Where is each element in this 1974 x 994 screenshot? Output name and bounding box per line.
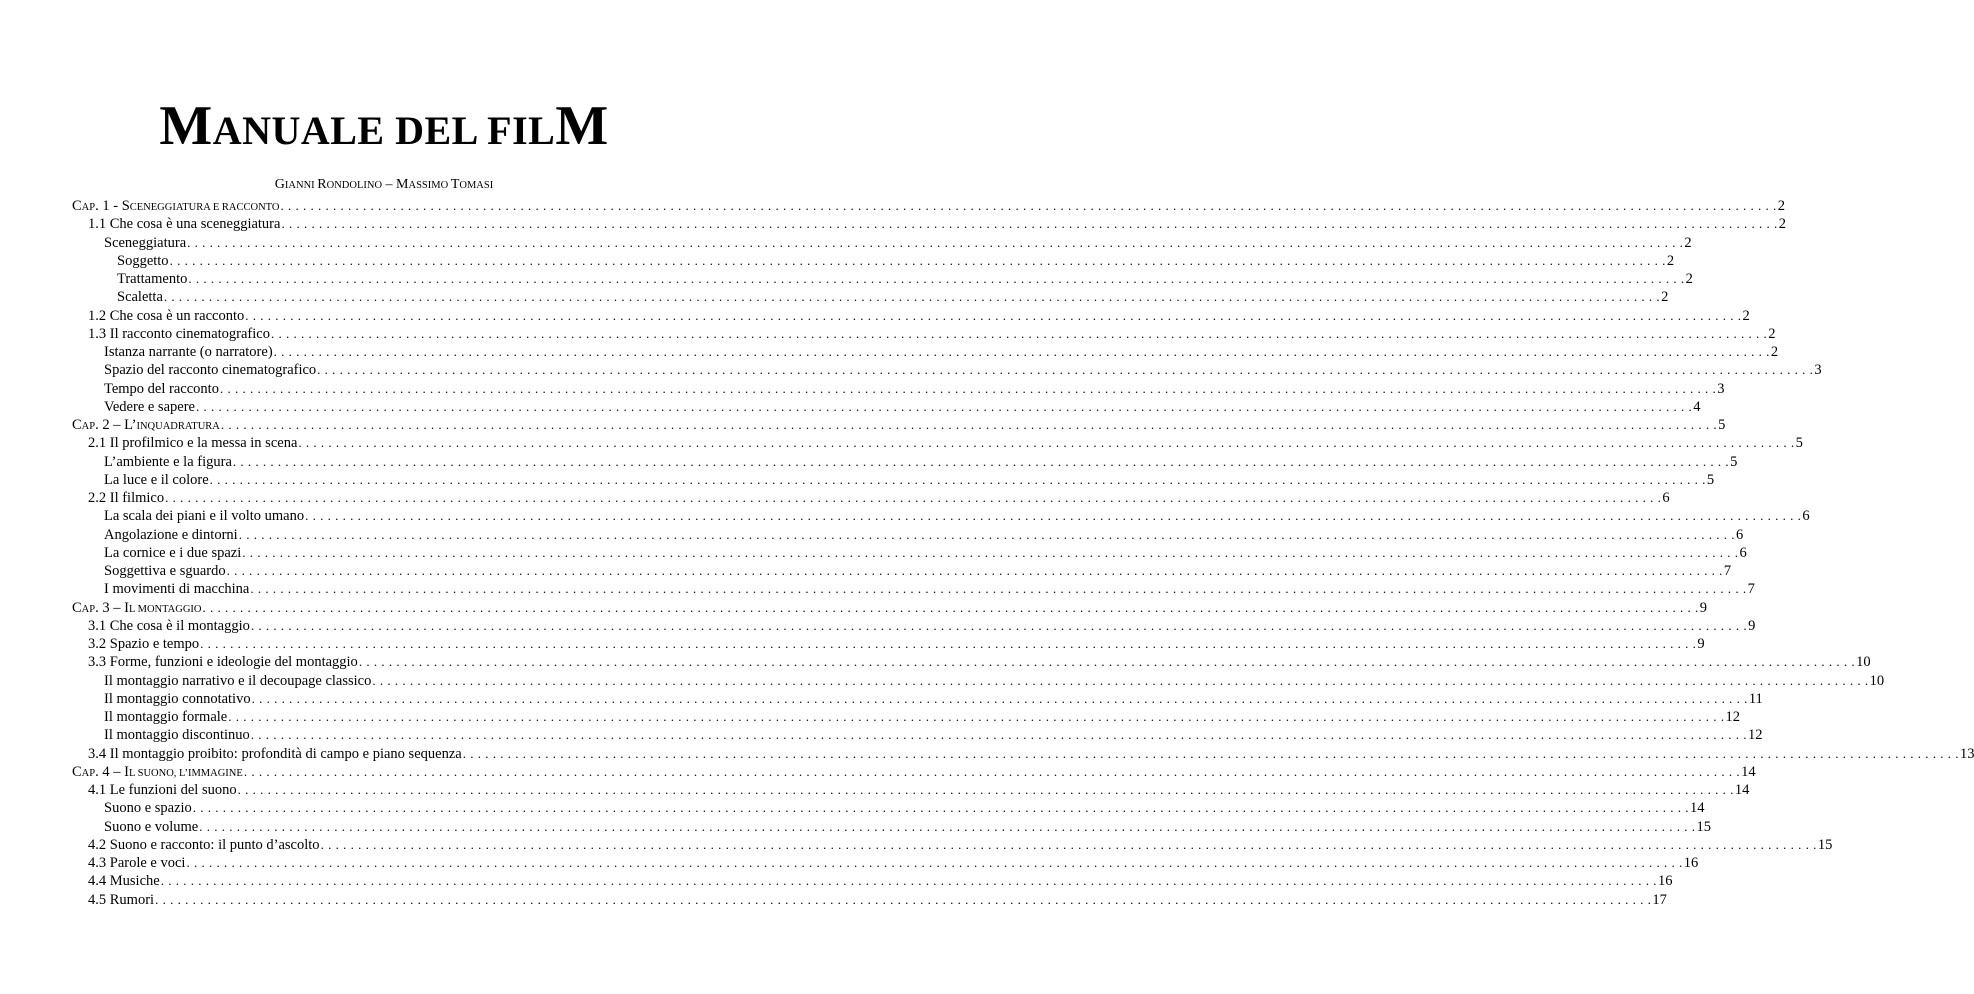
dot-leader: . . . . . . . . . . . . . . . . . . . . . . . . . . . . . . . . . . . . . . . . . . . . . . . . . . . . . . . . . . . . . . . . . . . . . . . . . . . . . . . . . . . . . . . . . . . . . . . . . . . . . . . . . . . . . . . . . . . . . . . . . . . . . . . . . . . . . . . . . . . . . . . . . . . . . . . . . . . . . . . . . . . . . . . . . . . . . . . . . . . . . . . . . . . . . . . . . . . . . . . .	[372, 672, 1869, 688]
toc-page-number: 9	[1699, 599, 1708, 616]
toc-page-number: 2	[1770, 344, 1779, 360]
toc-entry[interactable]	[72, 270, 1693, 288]
dot-leader: . . . . . . . . . . . . . . . . . . . . . . . . . . . . . . . . . . . . . . . . . . . . . . . . . . . . . . . . . . . . . . . . . . . . . . . . . . . . . . . . . . . . . . . . . . . . . . . . . . . . . . . . . . . . . . . . . . . . . . . . . . . . . . . . . . . . . . . . . . . . . . . . . . . . . . . . . . . . . . . . . . . . . . . . . . . . . . . . . . . . . . . . . . . . . . . . . . . . . . . .	[280, 198, 1777, 213]
toc-entry[interactable]	[72, 544, 1747, 562]
toc-entry[interactable]	[72, 215, 1786, 233]
dot-leader: . . . . . . . . . . . . . . . . . . . . . . . . . . . . . . . . . . . . . . . . . . . . . . . . . . . . . . . . . . . . . . . . . . . . . . . . . . . . . . . . . . . . . . . . . . . . . . . . . . . . . . . . . . . . . . . . . . . . . . . . . . . . . . . . . . . . . . . . . . . . . . . . . . . . . . . . . . . . . . . . . . . . . . . . . . . . . . . . . . . . . . . . . . . . . . . . . . . . . . . .	[320, 836, 1817, 852]
toc-page-number: 17	[1652, 891, 1667, 908]
table-of-contents	[72, 197, 1974, 909]
dot-leader: . . . . . . . . . . . . . . . . . . . . . . . . . . . . . . . . . . . . . . . . . . . . . . . . . . . . . . . . . . . . . . . . . . . . . . . . . . . . . . . . . . . . . . . . . . . . . . . . . . . . . . . . . . . . . . . . . . . . . . . . . . . . . . . . . . . . . . . . . . . . . . . . . . . . . . . . . . . . . . . . . . . . . . . . . . . . . . . . . . . . . . . . . . . . . . . . . . . . . . . .	[186, 855, 1683, 870]
chapter-title-part: INQUADRATURA	[136, 421, 220, 432]
dot-leader: . . . . . . . . . . . . . . . . . . . . . . . . . . . . . . . . . . . . . . . . . . . . . . . . . . . . . . . . . . . . . . . . . . . . . . . . . . . . . . . . . . . . . . . . . . . . . . . . . . . . . . . . . . . . . . . . . . . . . . . . . . . . . . . . . . . . . . . . . . . . . . . . . . . . . . . . . . . . . . . . . . . . . . . . . . . . . . . . . . . . . . . . . . . . . . . . . . . . . . . .	[209, 471, 1706, 487]
toc-entry[interactable]	[72, 416, 1726, 434]
chapter-title-part: . 3 – I	[95, 599, 129, 616]
toc-entry[interactable]	[72, 726, 1763, 744]
toc-page-number: 14	[1741, 763, 1756, 780]
toc-entry[interactable]	[72, 507, 1810, 525]
chapter-title-part: AP	[81, 202, 96, 213]
toc-entry[interactable]	[72, 471, 1715, 489]
toc-entry[interactable]	[72, 781, 1750, 799]
toc-entry[interactable]	[72, 891, 1667, 909]
toc-page-number: 6	[1735, 526, 1744, 543]
toc-section-title: Tempo del racconto	[104, 380, 219, 397]
dot-leader: . . . . . . . . . . . . . . . . . . . . . . . . . . . . . . . . . . . . . . . . . . . . . . . . . . . . . . . . . . . . . . . . . . . . . . . . . . . . . . . . . . . . . . . . . . . . . . . . . . . . . . . . . . . . . . . . . . . . . . . . . . . . . . . . . . . . . . . . . . . . . . . . . . . . . . . . . . . . . . . . . . . . . . . . . . . . . . . . . . . . . . . . . . . . . . . . . . . . . . . .	[251, 690, 1748, 706]
toc-section-title: Sceneggiatura	[104, 234, 187, 251]
chapter-title-part: L SUONO, L’IMMAGINE	[128, 767, 243, 779]
dot-leader: . . . . . . . . . . . . . . . . . . . . . . . . . . . . . . . . . . . . . . . . . . . . . . . . . . . . . . . . . . . . . . . . . . . . . . . . . . . . . . . . . . . . . . . . . . . . . . . . . . . . . . . . . . . . . . . . . . . . . . . . . . . . . . . . . . . . . . . . . . . . . . . . . . . . . . . . . . . . . . . . . . . . . . . . . . . . . . . . . . . . . . . . . . . . . . . . . . . . . . . .	[155, 891, 1652, 907]
toc-page-number: 7	[1747, 581, 1755, 598]
toc-section-title: 3.2 Spazio e tempo	[88, 636, 200, 652]
author1-first-name: IANNI	[284, 180, 318, 191]
toc-entry[interactable]	[72, 836, 1833, 854]
author2-surname-initial: T	[450, 177, 460, 192]
toc-entry[interactable]	[72, 745, 1974, 763]
toc-section-title: 2.2 Il filmico	[88, 490, 165, 506]
toc-entry[interactable]	[72, 562, 1732, 580]
dot-leader: . . . . . . . . . . . . . . . . . . . . . . . . . . . . . . . . . . . . . . . . . . . . . . . . . . . . . . . . . . . . . . . . . . . . . . . . . . . . . . . . . . . . . . . . . . . . . . . . . . . . . . . . . . . . . . . . . . . . . . . . . . . . . . . . . . . . . . . . . . . . . . . . . . . . . . . . . . . . . . . . . . . . . . . . . . . . . . . . . . . . . . . . . . . . . . . . . . . . . . . .	[226, 563, 1723, 578]
toc-page-number: 6	[1739, 544, 1747, 561]
toc-entry[interactable]	[72, 197, 1785, 215]
toc-section-title: 1.1 Che cosa è una sceneggiatura	[88, 216, 281, 233]
dot-leader: . . . . . . . . . . . . . . . . . . . . . . . . . . . . . . . . . . . . . . . . . . . . . . . . . . . . . . . . . . . . . . . . . . . . . . . . . . . . . . . . . . . . . . . . . . . . . . . . . . . . . . . . . . . . . . . . . . . . . . . . . . . . . . . . . . . . . . . . . . . . . . . . . . . . . . . . . . . . . . . . . . . . . . . . . . . . . . . . . . . . . . . . . . . . . . . . . . . . . . . .	[188, 271, 1685, 286]
dot-leader: . . . . . . . . . . . . . . . . . . . . . . . . . . . . . . . . . . . . . . . . . . . . . . . . . . . . . . . . . . . . . . . . . . . . . . . . . . . . . . . . . . . . . . . . . . . . . . . . . . . . . . . . . . . . . . . . . . . . . . . . . . . . . . . . . . . . . . . . . . . . . . . . . . . . . . . . . . . . . . . . . . . . . . . . . . . . . . . . . . . . . . . . . . . . . . . . . . . . . . . .	[243, 763, 1741, 779]
dot-leader: . . . . . . . . . . . . . . . . . . . . . . . . . . . . . . . . . . . . . . . . . . . . . . . . . . . . . . . . . . . . . . . . . . . . . . . . . . . . . . . . . . . . . . . . . . . . . . . . . . . . . . . . . . . . . . . . . . . . . . . . . . . . . . . . . . . . . . . . . . . . . . . . . . . . . . . . . . . . . . . . . . . . . . . . . . . . . . . . . . . . . . . . . . . . . . . . . . . . . . . .	[250, 727, 1748, 743]
toc-section-title: Istanza narrante (o narratore)	[104, 344, 273, 360]
title-initial: M	[159, 95, 213, 157]
toc-page-number: 2	[1684, 234, 1692, 251]
dot-leader: . . . . . . . . . . . . . . . . . . . . . . . . . . . . . . . . . . . . . . . . . . . . . . . . . . . . . . . . . . . . . . . . . . . . . . . . . . . . . . . . . . . . . . . . . . . . . . . . . . . . . . . . . . . . . . . . . . . . . . . . . . . . . . . . . . . . . . . . . . . . . . . . . . . . . . . . . . . . . . . . . . . . . . . . . . . . . . . . . . . . . . . . . . . . . . . . . . . . . . . .	[228, 709, 1725, 724]
toc-section-title: 3.1 Che cosa è il montaggio	[88, 617, 250, 634]
toc-entry[interactable]	[72, 690, 1763, 708]
toc-page-number: 5	[1730, 453, 1738, 470]
toc-section-title: Soggettiva e sguardo	[104, 563, 226, 579]
dot-leader: . . . . . . . . . . . . . . . . . . . . . . . . . . . . . . . . . . . . . . . . . . . . . . . . . . . . . . . . . . . . . . . . . . . . . . . . . . . . . . . . . . . . . . . . . . . . . . . . . . . . . . . . . . . . . . . . . . . . . . . . . . . . . . . . . . . . . . . . . . . . . . . . . . . . . . . . . . . . . . . . . . . . . . . . . . . . . . . . . . . . . . . . . . . . . . . . . . . . . . . .	[237, 782, 1734, 797]
dot-leader: . . . . . . . . . . . . . . . . . . . . . . . . . . . . . . . . . . . . . . . . . . . . . . . . . . . . . . . . . . . . . . . . . . . . . . . . . . . . . . . . . . . . . . . . . . . . . . . . . . . . . . . . . . . . . . . . . . . . . . . . . . . . . . . . . . . . . . . . . . . . . . . . . . . . . . . . . . . . . . . . . . . . . . . . . . . . . . . . . . . . . . . . . . . . . . . . . . . . . . . .	[232, 453, 1730, 469]
chapter-title-part: AP	[81, 767, 96, 779]
toc-entry[interactable]	[72, 818, 1711, 836]
document-title	[0, 95, 768, 157]
toc-page-number: 2	[1778, 216, 1786, 233]
toc-section-title: Suono e spazio	[104, 800, 192, 817]
chapter-title-part: AP	[81, 603, 96, 615]
toc-page-number: 2	[1742, 307, 1750, 324]
toc-entry[interactable]	[72, 307, 1750, 325]
toc-section-title: 4.4 Musiche	[88, 873, 160, 890]
toc-page-number: 5	[1706, 471, 1715, 488]
toc-section-title: La luce e il colore	[104, 471, 209, 488]
toc-page-number: 2	[1768, 325, 1776, 342]
toc-entry[interactable]	[72, 234, 1692, 252]
toc-page-number: 5	[1795, 435, 1803, 452]
toc-entry[interactable]	[72, 617, 1756, 635]
author1-surname: ONDOLINO	[326, 180, 383, 191]
dot-leader: . . . . . . . . . . . . . . . . . . . . . . . . . . . . . . . . . . . . . . . . . . . . . . . . . . . . . . . . . . . . . . . . . . . . . . . . . . . . . . . . . . . . . . . . . . . . . . . . . . . . . . . . . . . . . . . . . . . . . . . . . . . . . . . . . . . . . . . . . . . . . . . . . . . . . . . . . . . . . . . . . . . . . . . . . . . . . . . . . . . . . . . . . . . . . . . . . . . . . . . .	[219, 380, 1717, 396]
authors-separator: –	[382, 177, 397, 192]
author2-first-name: ASSIMO	[408, 180, 451, 191]
toc-page-number: 14	[1734, 782, 1750, 798]
chapter-title-part: . 4 – I	[95, 763, 129, 780]
dot-leader: . . . . . . . . . . . . . . . . . . . . . . . . . . . . . . . . . . . . . . . . . . . . . . . . . . . . . . . . . . . . . . . . . . . . . . . . . . . . . . . . . . . . . . . . . . . . . . . . . . . . . . . . . . . . . . . . . . . . . . . . . . . . . . . . . . . . . . . . . . . . . . . . . . . . . . . . . . . . . . . . . . . . . . . . . . . . . . . . . . . . . . . . . . . . . . . . . . . . . . . .	[462, 745, 1959, 761]
dot-leader: . . . . . . . . . . . . . . . . . . . . . . . . . . . . . . . . . . . . . . . . . . . . . . . . . . . . . . . . . . . . . . . . . . . . . . . . . . . . . . . . . . . . . . . . . . . . . . . . . . . . . . . . . . . . . . . . . . . . . . . . . . . . . . . . . . . . . . . . . . . . . . . . . . . . . . . . . . . . . . . . . . . . . . . . . . . . . . . . . . . . . . . . . . . . . . . . . . . . . . . .	[250, 617, 1748, 633]
toc-page-number: 10	[1869, 672, 1885, 689]
chapter-title-part: C	[72, 763, 82, 780]
chapter-title-part: CENEGGIATURA E RACCONTO	[129, 202, 280, 213]
toc-page-number: 5	[1718, 417, 1726, 433]
chapter-title-part: . 1 - S	[95, 198, 130, 214]
toc-page-number: 13	[1959, 745, 1974, 762]
title-middle: ANUALE DEL FIL	[212, 108, 556, 153]
toc-entry[interactable]	[72, 380, 1725, 398]
toc-entry[interactable]	[72, 635, 1705, 653]
dot-leader: . . . . . . . . . . . . . . . . . . . . . . . . . . . . . . . . . . . . . . . . . . . . . . . . . . . . . . . . . . . . . . . . . . . . . . . . . . . . . . . . . . . . . . . . . . . . . . . . . . . . . . . . . . . . . . . . . . . . . . . . . . . . . . . . . . . . . . . . . . . . . . . . . . . . . . . . . . . . . . . . . . . . . . . . . . . . . . . . . . . . . . . . . . . . . . . . . . . . . . . .	[317, 362, 1814, 378]
chapter-title-part: . 2 – L’	[95, 417, 137, 433]
toc-section-title: 4.5 Rumori	[88, 891, 155, 908]
dot-leader: . . . . . . . . . . . . . . . . . . . . . . . . . . . . . . . . . . . . . . . . . . . . . . . . . . . . . . . . . . . . . . . . . . . . . . . . . . . . . . . . . . . . . . . . . . . . . . . . . . . . . . . . . . . . . . . . . . . . . . . . . . . . . . . . . . . . . . . . . . . . . . . . . . . . . . . . . . . . . . . . . . . . . . . . . . . . . . . . . . . . . . . . . . . . . . . . . . . . . . . .	[192, 800, 1690, 816]
toc-section-title: 2.1 Il profilmico e la messa in scena	[88, 435, 298, 452]
chapter-title-part: C	[72, 599, 82, 616]
chapter-title-part: AP	[81, 421, 96, 432]
toc-entry[interactable]	[72, 343, 1779, 361]
toc-entry[interactable]	[72, 653, 1871, 671]
toc-entry[interactable]	[72, 398, 1701, 416]
toc-page-number: 11	[1748, 690, 1763, 707]
toc-page-number: 12	[1748, 727, 1763, 744]
toc-entry[interactable]	[72, 325, 1776, 343]
toc-page-number: 4	[1693, 398, 1701, 415]
dot-leader: . . . . . . . . . . . . . . . . . . . . . . . . . . . . . . . . . . . . . . . . . . . . . . . . . . . . . . . . . . . . . . . . . . . . . . . . . . . . . . . . . . . . . . . . . . . . . . . . . . . . . . . . . . . . . . . . . . . . . . . . . . . . . . . . . . . . . . . . . . . . . . . . . . . . . . . . . . . . . . . . . . . . . . . . . . . . . . . . . . . . . . . . . . . . . . . . . . . . . . . .	[202, 599, 1699, 615]
toc-entry[interactable]	[72, 599, 1708, 617]
toc-section-title: Angolazione e dintorni	[104, 526, 238, 543]
toc-page-number: 2	[1685, 271, 1693, 287]
toc-entry[interactable]	[72, 434, 1803, 452]
dot-leader: . . . . . . . . . . . . . . . . . . . . . . . . . . . . . . . . . . . . . . . . . . . . . . . . . . . . . . . . . . . . . . . . . . . . . . . . . . . . . . . . . . . . . . . . . . . . . . . . . . . . . . . . . . . . . . . . . . . . . . . . . . . . . . . . . . . . . . . . . . . . . . . . . . . . . . . . . . . . . . . . . . . . . . . . . . . . . . . . . . . . . . . . . . . . . . . . . . . . . . . .	[160, 873, 1657, 889]
toc-page-number: 9	[1697, 636, 1705, 652]
toc-section-title: La cornice e i due spazi	[104, 544, 242, 561]
toc-section-title: 1.3 Il racconto cinematografico	[88, 325, 270, 342]
toc-section-title: 3.4 Il montaggio proibito: profondità di campo e piano sequenza	[88, 745, 462, 762]
chapter-title-part: L MONTAGGIO	[128, 603, 202, 615]
toc-page-number: 9	[1748, 617, 1756, 634]
toc-page-number: 6	[1662, 490, 1670, 506]
chapter-title-part: C	[72, 417, 82, 433]
dot-leader: . . . . . . . . . . . . . . . . . . . . . . . . . . . . . . . . . . . . . . . . . . . . . . . . . . . . . . . . . . . . . . . . . . . . . . . . . . . . . . . . . . . . . . . . . . . . . . . . . . . . . . . . . . . . . . . . . . . . . . . . . . . . . . . . . . . . . . . . . . . . . . . . . . . . . . . . . . . . . . . . . . . . . . . . . . . . . . . . . . . . . . . . . . . . . . . . . . . . . . . .	[163, 289, 1661, 305]
chapter-title-part: C	[72, 198, 82, 214]
toc-page-number: 2	[1666, 252, 1675, 269]
toc-chapter-title	[72, 763, 243, 783]
dot-leader: . . . . . . . . . . . . . . . . . . . . . . . . . . . . . . . . . . . . . . . . . . . . . . . . . . . . . . . . . . . . . . . . . . . . . . . . . . . . . . . . . . . . . . . . . . . . . . . . . . . . . . . . . . . . . . . . . . . . . . . . . . . . . . . . . . . . . . . . . . . . . . . . . . . . . . . . . . . . . . . . . . . . . . . . . . . . . . . . . . . . . . . . . . . . . . . . . . . . . . . .	[245, 307, 1742, 323]
dot-leader: . . . . . . . . . . . . . . . . . . . . . . . . . . . . . . . . . . . . . . . . . . . . . . . . . . . . . . . . . . . . . . . . . . . . . . . . . . . . . . . . . . . . . . . . . . . . . . . . . . . . . . . . . . . . . . . . . . . . . . . . . . . . . . . . . . . . . . . . . . . . . . . . . . . . . . . . . . . . . . . . . . . . . . . . . . . . . . . . . . . . . . . . . . . . . . . . . . . . . . . .	[238, 526, 1735, 542]
toc-page-number: 2	[1777, 198, 1785, 214]
toc-page-number: 7	[1723, 563, 1732, 579]
toc-section-title: La scala dei piani e il volto umano	[104, 508, 305, 525]
dot-leader: . . . . . . . . . . . . . . . . . . . . . . . . . . . . . . . . . . . . . . . . . . . . . . . . . . . . . . . . . . . . . . . . . . . . . . . . . . . . . . . . . . . . . . . . . . . . . . . . . . . . . . . . . . . . . . . . . . . . . . . . . . . . . . . . . . . . . . . . . . . . . . . . . . . . . . . . . . . . . . . . . . . . . . . . . . . . . . . . . . . . . . . . . . . . . . . . . . . . . . . .	[358, 654, 1856, 670]
toc-entry[interactable]	[72, 526, 1744, 544]
toc-section-title: Spazio del racconto cinematografico	[104, 362, 317, 379]
dot-leader: . . . . . . . . . . . . . . . . . . . . . . . . . . . . . . . . . . . . . . . . . . . . . . . . . . . . . . . . . . . . . . . . . . . . . . . . . . . . . . . . . . . . . . . . . . . . . . . . . . . . . . . . . . . . . . . . . . . . . . . . . . . . . . . . . . . . . . . . . . . . . . . . . . . . . . . . . . . . . . . . . . . . . . . . . . . . . . . . . . . . . . . . . . . . . . . . . . . . . . . .	[187, 234, 1684, 250]
dot-leader: . . . . . . . . . . . . . . . . . . . . . . . . . . . . . . . . . . . . . . . . . . . . . . . . . . . . . . . . . . . . . . . . . . . . . . . . . . . . . . . . . . . . . . . . . . . . . . . . . . . . . . . . . . . . . . . . . . . . . . . . . . . . . . . . . . . . . . . . . . . . . . . . . . . . . . . . . . . . . . . . . . . . . . . . . . . . . . . . . . . . . . . . . . . . . . . . . . . . . . . .	[298, 435, 1795, 451]
toc-section-title: Il montaggio connotativo	[104, 690, 251, 707]
author1-surname-initial: R	[317, 177, 327, 192]
toc-section-title: Il montaggio narrativo e il decoupage classico	[104, 672, 372, 689]
toc-entry[interactable]	[72, 763, 1756, 781]
author1-initial: G	[274, 177, 285, 192]
toc-entry[interactable]	[72, 252, 1675, 270]
dot-leader: . . . . . . . . . . . . . . . . . . . . . . . . . . . . . . . . . . . . . . . . . . . . . . . . . . . . . . . . . . . . . . . . . . . . . . . . . . . . . . . . . . . . . . . . . . . . . . . . . . . . . . . . . . . . . . . . . . . . . . . . . . . . . . . . . . . . . . . . . . . . . . . . . . . . . . . . . . . . . . . . . . . . . . . . . . . . . . . . . . . . . . . . . . . . . . . . . . . . . . . .	[195, 398, 1693, 414]
toc-section-title: Suono e volume	[104, 818, 199, 835]
toc-entry[interactable]	[72, 453, 1738, 471]
toc-section-title: L’ambiente e la figura	[104, 453, 232, 470]
toc-page-number: 2	[1661, 289, 1669, 306]
toc-section-title: 4.1 Le funzioni del suono	[88, 782, 237, 798]
toc-entry[interactable]	[72, 672, 1885, 690]
toc-chapter-title	[72, 599, 202, 619]
toc-section-title: 3.3 Forme, funzioni e ideologie del montaggio	[88, 654, 358, 671]
toc-entry[interactable]	[72, 489, 1670, 507]
toc-entry[interactable]	[72, 854, 1699, 872]
toc-entry[interactable]	[72, 288, 1669, 306]
dot-leader: . . . . . . . . . . . . . . . . . . . . . . . . . . . . . . . . . . . . . . . . . . . . . . . . . . . . . . . . . . . . . . . . . . . . . . . . . . . . . . . . . . . . . . . . . . . . . . . . . . . . . . . . . . . . . . . . . . . . . . . . . . . . . . . . . . . . . . . . . . . . . . . . . . . . . . . . . . . . . . . . . . . . . . . . . . . . . . . . . . . . . . . . . . . . . . . . . . . . . . . .	[165, 490, 1662, 505]
dot-leader: . . . . . . . . . . . . . . . . . . . . . . . . . . . . . . . . . . . . . . . . . . . . . . . . . . . . . . . . . . . . . . . . . . . . . . . . . . . . . . . . . . . . . . . . . . . . . . . . . . . . . . . . . . . . . . . . . . . . . . . . . . . . . . . . . . . . . . . . . . . . . . . . . . . . . . . . . . . . . . . . . . . . . . . . . . . . . . . . . . . . . . . . . . . . . . . . . . . . . . . .	[273, 344, 1770, 359]
toc-page-number: 14	[1690, 800, 1705, 817]
dot-leader: . . . . . . . . . . . . . . . . . . . . . . . . . . . . . . . . . . . . . . . . . . . . . . . . . . . . . . . . . . . . . . . . . . . . . . . . . . . . . . . . . . . . . . . . . . . . . . . . . . . . . . . . . . . . . . . . . . . . . . . . . . . . . . . . . . . . . . . . . . . . . . . . . . . . . . . . . . . . . . . . . . . . . . . . . . . . . . . . . . . . . . . . . . . . . . . . . . . . . . . .	[250, 581, 1747, 597]
author2-surname: OMASI	[459, 180, 494, 191]
toc-section-title: Il montaggio discontinuo	[104, 727, 250, 744]
toc-page-number: 16	[1657, 873, 1673, 890]
toc-section-title: 1.2 Che cosa è un racconto	[88, 307, 245, 324]
dot-leader: . . . . . . . . . . . . . . . . . . . . . . . . . . . . . . . . . . . . . . . . . . . . . . . . . . . . . . . . . . . . . . . . . . . . . . . . . . . . . . . . . . . . . . . . . . . . . . . . . . . . . . . . . . . . . . . . . . . . . . . . . . . . . . . . . . . . . . . . . . . . . . . . . . . . . . . . . . . . . . . . . . . . . . . . . . . . . . . . . . . . . . . . . . . . . . . . . . . . . . . .	[242, 544, 1739, 560]
dot-leader: . . . . . . . . . . . . . . . . . . . . . . . . . . . . . . . . . . . . . . . . . . . . . . . . . . . . . . . . . . . . . . . . . . . . . . . . . . . . . . . . . . . . . . . . . . . . . . . . . . . . . . . . . . . . . . . . . . . . . . . . . . . . . . . . . . . . . . . . . . . . . . . . . . . . . . . . . . . . . . . . . . . . . . . . . . . . . . . . . . . . . . . . . . . . . . . . . . . . . . . .	[199, 818, 1696, 834]
toc-entry[interactable]	[72, 361, 1822, 379]
dot-leader: . . . . . . . . . . . . . . . . . . . . . . . . . . . . . . . . . . . . . . . . . . . . . . . . . . . . . . . . . . . . . . . . . . . . . . . . . . . . . . . . . . . . . . . . . . . . . . . . . . . . . . . . . . . . . . . . . . . . . . . . . . . . . . . . . . . . . . . . . . . . . . . . . . . . . . . . . . . . . . . . . . . . . . . . . . . . . . . . . . . . . . . . . . . . . . . . . . . . . . . .	[200, 636, 1697, 651]
author2-initial: M	[396, 177, 409, 192]
toc-page-number: 16	[1683, 855, 1699, 871]
dot-leader: . . . . . . . . . . . . . . . . . . . . . . . . . . . . . . . . . . . . . . . . . . . . . . . . . . . . . . . . . . . . . . . . . . . . . . . . . . . . . . . . . . . . . . . . . . . . . . . . . . . . . . . . . . . . . . . . . . . . . . . . . . . . . . . . . . . . . . . . . . . . . . . . . . . . . . . . . . . . . . . . . . . . . . . . . . . . . . . . . . . . . . . . . . . . . . . . . . . . . . . .	[281, 216, 1778, 232]
toc-entry[interactable]	[72, 872, 1673, 890]
toc-section-title: I movimenti di macchina	[104, 581, 250, 598]
authors-line	[0, 176, 768, 195]
title-final: M	[555, 95, 609, 157]
toc-section-title: Scaletta	[117, 289, 163, 306]
toc-section-title: Vedere e sapere	[104, 398, 195, 415]
toc-section-title: Soggetto	[117, 252, 169, 269]
dot-leader: . . . . . . . . . . . . . . . . . . . . . . . . . . . . . . . . . . . . . . . . . . . . . . . . . . . . . . . . . . . . . . . . . . . . . . . . . . . . . . . . . . . . . . . . . . . . . . . . . . . . . . . . . . . . . . . . . . . . . . . . . . . . . . . . . . . . . . . . . . . . . . . . . . . . . . . . . . . . . . . . . . . . . . . . . . . . . . . . . . . . . . . . . . . . . . . . . . . . . . . .	[270, 325, 1768, 341]
toc-entry[interactable]	[72, 708, 1740, 726]
dot-leader: . . . . . . . . . . . . . . . . . . . . . . . . . . . . . . . . . . . . . . . . . . . . . . . . . . . . . . . . . . . . . . . . . . . . . . . . . . . . . . . . . . . . . . . . . . . . . . . . . . . . . . . . . . . . . . . . . . . . . . . . . . . . . . . . . . . . . . . . . . . . . . . . . . . . . . . . . . . . . . . . . . . . . . . . . . . . . . . . . . . . . . . . . . . . . . . . . . . . . . . .	[305, 508, 1802, 524]
toc-page-number: 3	[1717, 380, 1725, 397]
toc-page-number: 15	[1696, 818, 1711, 835]
toc-page-number: 10	[1856, 654, 1871, 671]
toc-section-title: 4.2 Suono e racconto: il punto d’ascolto	[88, 836, 320, 853]
toc-page-number: 3	[1814, 362, 1822, 379]
toc-chapter-title	[72, 197, 280, 217]
toc-entry[interactable]	[72, 799, 1705, 817]
toc-entry[interactable]	[72, 580, 1755, 598]
toc-section-title: Il montaggio formale	[104, 709, 228, 725]
toc-section-title: 4.3 Parole e voci	[88, 855, 186, 871]
toc-page-number: 12	[1725, 709, 1740, 725]
dot-leader: . . . . . . . . . . . . . . . . . . . . . . . . . . . . . . . . . . . . . . . . . . . . . . . . . . . . . . . . . . . . . . . . . . . . . . . . . . . . . . . . . . . . . . . . . . . . . . . . . . . . . . . . . . . . . . . . . . . . . . . . . . . . . . . . . . . . . . . . . . . . . . . . . . . . . . . . . . . . . . . . . . . . . . . . . . . . . . . . . . . . . . . . . . . . . . . . . . . . . . . .	[169, 252, 1666, 268]
toc-section-title: Trattamento	[117, 271, 188, 287]
toc-page-number: 15	[1817, 836, 1833, 853]
dot-leader: . . . . . . . . . . . . . . . . . . . . . . . . . . . . . . . . . . . . . . . . . . . . . . . . . . . . . . . . . . . . . . . . . . . . . . . . . . . . . . . . . . . . . . . . . . . . . . . . . . . . . . . . . . . . . . . . . . . . . . . . . . . . . . . . . . . . . . . . . . . . . . . . . . . . . . . . . . . . . . . . . . . . . . . . . . . . . . . . . . . . . . . . . . . . . . . . . . . . . . . .	[220, 417, 1718, 432]
toc-page-number: 6	[1802, 508, 1810, 525]
toc-chapter-title	[72, 416, 220, 436]
